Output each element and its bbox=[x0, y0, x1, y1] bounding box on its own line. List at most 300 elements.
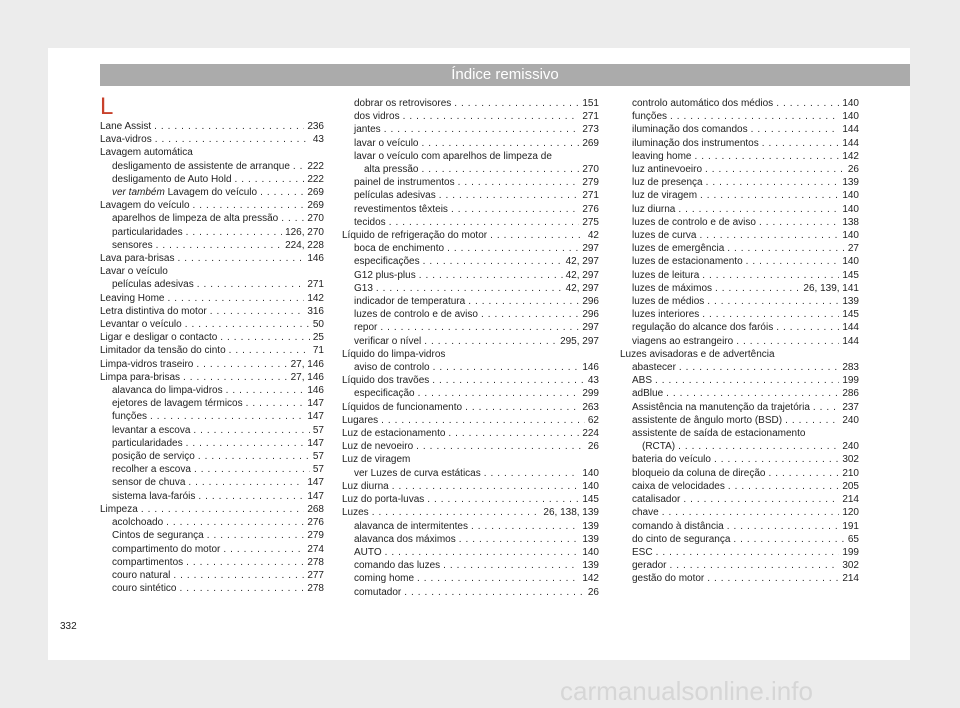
entry-page-ref[interactable]: 42 bbox=[587, 230, 599, 242]
entry-label: luzes de curva bbox=[632, 230, 697, 242]
entry-page-ref[interactable]: 145 bbox=[582, 494, 599, 506]
entry-page-ref[interactable]: 286 bbox=[842, 388, 859, 400]
index-entry bbox=[342, 401, 599, 414]
entry-label: posição de serviço bbox=[112, 451, 195, 463]
entry-label: particularidades bbox=[112, 226, 183, 238]
entry-page-ref[interactable]: 26 bbox=[587, 441, 599, 453]
entry-page-ref[interactable]: 269 bbox=[307, 200, 324, 212]
entry-page-ref[interactable]: 278 bbox=[307, 583, 324, 595]
leader-dots bbox=[150, 410, 304, 423]
entry-label: revestimentos têxteis bbox=[354, 203, 448, 215]
index-entry bbox=[342, 216, 599, 229]
entry-label: alavanca do limpa-vidros bbox=[112, 385, 223, 397]
index-heading: Luz de viragem bbox=[342, 454, 411, 466]
leader-dots bbox=[751, 123, 840, 136]
entry-page-ref[interactable]: 26, 139, 141 bbox=[803, 282, 859, 294]
entry-page-ref[interactable]: 224 bbox=[582, 428, 599, 440]
entry-label: especificação bbox=[354, 388, 415, 400]
leader-dots bbox=[384, 123, 580, 136]
index-entry bbox=[342, 295, 599, 308]
leader-dots bbox=[223, 543, 304, 556]
entry-page-ref[interactable]: 263 bbox=[582, 401, 599, 413]
entry-label: comando das luzes bbox=[354, 560, 441, 572]
entry-page-ref[interactable]: 283 bbox=[842, 362, 859, 374]
entry-page-ref[interactable]: 199 bbox=[842, 546, 859, 558]
entry-label: ABS bbox=[632, 375, 653, 387]
entry-label: lavar o veículo bbox=[354, 137, 419, 149]
entry-label: Levantar o veículo bbox=[100, 319, 182, 331]
entry-label: aviso de controlo bbox=[354, 362, 430, 374]
entry-label: G12 plus-plus bbox=[354, 269, 416, 281]
leader-dots bbox=[194, 463, 310, 476]
leader-dots bbox=[389, 216, 580, 229]
leader-dots bbox=[207, 529, 305, 542]
leader-dots bbox=[733, 533, 844, 546]
index-entry bbox=[620, 506, 859, 519]
leader-dots bbox=[432, 374, 585, 387]
entry-label: coming home bbox=[354, 573, 415, 585]
index-entry bbox=[620, 480, 859, 493]
leader-dots bbox=[260, 186, 304, 199]
entry-page-ref[interactable]: 57 bbox=[312, 451, 324, 463]
entry-page-ref[interactable]: 297 bbox=[582, 322, 599, 334]
leader-dots bbox=[167, 292, 304, 305]
entry-label: repor bbox=[354, 322, 378, 334]
entry-page-ref[interactable]: 146 bbox=[582, 362, 599, 374]
index-entry bbox=[620, 533, 859, 546]
page-header: Índice remissivo bbox=[100, 64, 910, 86]
entry-label: AUTO bbox=[354, 546, 382, 558]
entry-page-ref[interactable]: 271 bbox=[582, 190, 599, 202]
entry-page-ref[interactable]: 277 bbox=[307, 569, 324, 581]
index-entry bbox=[620, 189, 859, 202]
entry-page-ref[interactable]: 142 bbox=[842, 150, 859, 162]
entry-label: gestão do motor bbox=[632, 573, 705, 585]
leader-dots bbox=[419, 269, 563, 282]
index-entry bbox=[100, 278, 324, 291]
index-entry bbox=[342, 440, 599, 453]
entry-label: luz antinevoeiro bbox=[632, 164, 703, 176]
entry-page-ref[interactable]: 50 bbox=[312, 319, 324, 331]
index-entry bbox=[100, 292, 324, 305]
entry-page-ref[interactable]: 191 bbox=[842, 520, 859, 532]
entry-page-ref[interactable]: 296 bbox=[582, 309, 599, 321]
entry-page-ref[interactable]: 139 bbox=[582, 560, 599, 572]
index-entry bbox=[100, 133, 324, 146]
entry-label: couro natural bbox=[112, 569, 171, 581]
entry-page-ref[interactable]: 25 bbox=[312, 332, 324, 344]
leader-dots bbox=[484, 467, 580, 480]
leader-dots bbox=[707, 295, 839, 308]
entry-page-ref[interactable]: 139 bbox=[842, 177, 859, 189]
entry-page-ref[interactable]: 140 bbox=[842, 256, 859, 268]
entry-label: ejetores de lavagem térmicos bbox=[112, 398, 243, 410]
entry-page-ref[interactable]: 296 bbox=[582, 296, 599, 308]
entry-page-ref[interactable]: 140 bbox=[582, 467, 599, 479]
index-heading: Luzes avisadoras e de advertência bbox=[620, 348, 775, 360]
entry-page-ref[interactable]: 26, 138, 139 bbox=[543, 507, 599, 519]
leader-dots bbox=[246, 397, 305, 410]
index-entry bbox=[342, 493, 599, 506]
index-entry bbox=[100, 410, 324, 423]
entry-page-ref[interactable]: 276 bbox=[307, 517, 324, 529]
entry-label: luz diurna bbox=[632, 203, 676, 215]
entry-page-ref[interactable]: 142 bbox=[582, 573, 599, 585]
index-entry bbox=[100, 160, 324, 173]
leader-dots bbox=[293, 160, 304, 173]
entry-page-ref[interactable]: 147 bbox=[307, 411, 324, 423]
entry-label: Luz de nevoeiro bbox=[342, 441, 414, 453]
index-entry bbox=[620, 176, 859, 189]
index-entry bbox=[620, 295, 859, 308]
leader-dots bbox=[193, 199, 305, 212]
leader-dots bbox=[451, 203, 579, 216]
index-entry bbox=[100, 450, 324, 463]
entry-page-ref[interactable]: 140 bbox=[842, 111, 859, 123]
entry-page-ref[interactable]: 140 bbox=[842, 203, 859, 215]
index-entry bbox=[342, 203, 599, 216]
entry-label: luz de viragem bbox=[632, 190, 698, 202]
index-entry bbox=[100, 424, 324, 437]
index-entry bbox=[342, 467, 599, 480]
entry-label: recolher a escova bbox=[112, 464, 191, 476]
leader-dots bbox=[670, 110, 839, 123]
entry-page-ref[interactable]: 146 bbox=[307, 253, 324, 265]
entry-label: abastecer bbox=[632, 362, 676, 374]
entry-label: dos vidros bbox=[354, 111, 400, 123]
entry-label: comutador bbox=[354, 586, 402, 598]
entry-page-ref[interactable]: 57 bbox=[312, 464, 324, 476]
index-entry bbox=[620, 493, 859, 506]
entry-page-ref[interactable]: 147 bbox=[307, 490, 324, 502]
entry-page-ref[interactable]: 146 bbox=[307, 385, 324, 397]
index-entry bbox=[100, 397, 324, 410]
index-entry bbox=[100, 186, 324, 199]
index-entry bbox=[100, 120, 324, 133]
entry-label: sensores bbox=[112, 239, 153, 251]
entry-page-ref[interactable]: 151 bbox=[582, 98, 599, 109]
leader-dots bbox=[678, 440, 839, 453]
index-entry bbox=[100, 173, 324, 186]
entry-page-ref[interactable]: 145 bbox=[842, 309, 859, 321]
entry-page-ref[interactable]: 147 bbox=[307, 437, 324, 449]
leader-dots bbox=[220, 331, 310, 344]
leader-dots bbox=[490, 229, 585, 242]
entry-page-ref[interactable]: 140 bbox=[842, 98, 859, 109]
leader-dots bbox=[154, 120, 304, 133]
leader-dots bbox=[380, 321, 579, 334]
index-column-3 bbox=[620, 97, 859, 586]
leader-dots bbox=[694, 150, 839, 163]
index-entry bbox=[342, 480, 599, 493]
entry-page-ref[interactable]: 268 bbox=[307, 503, 324, 515]
entry-label: caixa de velocidades bbox=[632, 480, 725, 492]
entry-page-ref[interactable]: 147 bbox=[307, 398, 324, 410]
leader-dots bbox=[736, 335, 839, 348]
index-entry bbox=[620, 335, 859, 348]
entry-label: jantes bbox=[354, 124, 381, 136]
entry-label: controlo automático dos médios bbox=[632, 98, 774, 109]
index-entry bbox=[342, 97, 599, 110]
leader-dots bbox=[177, 252, 304, 265]
index-entry bbox=[620, 361, 859, 374]
entry-page-ref[interactable]: 240 bbox=[842, 414, 859, 426]
entry-page-ref[interactable]: 270 bbox=[582, 164, 599, 176]
entry-label: películas adesivas bbox=[112, 279, 194, 291]
leader-dots bbox=[423, 255, 563, 268]
index-column-1 bbox=[100, 93, 324, 595]
entry-page-ref[interactable]: 275 bbox=[582, 216, 599, 228]
leader-dots bbox=[678, 203, 839, 216]
index-entry bbox=[620, 401, 859, 414]
leader-dots bbox=[702, 269, 839, 282]
entry-page-ref[interactable]: 144 bbox=[842, 335, 859, 347]
leader-dots bbox=[448, 427, 579, 440]
entry-page-ref[interactable]: 26 bbox=[587, 586, 599, 598]
entry-page-ref[interactable]: 145 bbox=[842, 269, 859, 281]
leader-dots bbox=[186, 437, 305, 450]
leader-dots bbox=[471, 520, 579, 533]
leader-dots bbox=[372, 506, 541, 519]
entry-label: sensor de chuva bbox=[112, 477, 186, 489]
index-entry bbox=[342, 533, 599, 546]
entry-page-ref[interactable]: 214 bbox=[842, 494, 859, 506]
leader-dots bbox=[447, 242, 579, 255]
entry-page-ref[interactable]: 222 bbox=[307, 160, 324, 172]
index-entry bbox=[342, 427, 599, 440]
entry-page-ref[interactable]: 205 bbox=[842, 480, 859, 492]
index-entry bbox=[342, 282, 599, 295]
index-entry bbox=[342, 110, 599, 123]
index-entry bbox=[100, 476, 324, 489]
index-entry bbox=[342, 255, 599, 268]
entry-label: levantar a escova bbox=[112, 424, 191, 436]
index-entry bbox=[620, 242, 859, 255]
entry-label: Limpa-vidros traseiro bbox=[100, 358, 194, 370]
entry-page-ref[interactable]: 210 bbox=[842, 467, 859, 479]
index-heading: Lavagem automática bbox=[100, 147, 193, 159]
leader-dots bbox=[662, 506, 840, 519]
index-entry bbox=[342, 269, 599, 282]
entry-label: luzes de controlo e de aviso bbox=[354, 309, 478, 321]
entry-page-ref[interactable]: 126, 270 bbox=[285, 226, 324, 238]
entry-page-ref[interactable]: 270 bbox=[307, 213, 324, 225]
entry-page-ref[interactable]: 274 bbox=[307, 543, 324, 555]
entry-page-ref[interactable]: 71 bbox=[312, 345, 324, 357]
entry-label: Luz do porta-luvas bbox=[342, 494, 425, 506]
index-entry bbox=[100, 503, 324, 516]
index-entry bbox=[620, 559, 859, 572]
entry-page-ref[interactable]: 43 bbox=[587, 375, 599, 387]
leader-dots bbox=[679, 361, 839, 374]
entry-page-ref[interactable]: 140 bbox=[582, 480, 599, 492]
leader-dots bbox=[458, 176, 580, 189]
entry-page-ref[interactable]: 62 bbox=[587, 414, 599, 426]
entry-page-ref[interactable]: 144 bbox=[842, 137, 859, 149]
entry-page-ref[interactable]: 139 bbox=[842, 296, 859, 308]
entry-label: iluminação dos comandos bbox=[632, 124, 748, 136]
index-entry bbox=[100, 490, 324, 503]
entry-page-ref[interactable]: 57 bbox=[312, 424, 324, 436]
leader-dots bbox=[656, 546, 840, 559]
entry-page-ref[interactable]: 27, 146 bbox=[290, 371, 324, 383]
leader-dots bbox=[439, 189, 580, 202]
entry-page-ref[interactable]: 222 bbox=[307, 173, 324, 185]
index-entry bbox=[342, 321, 599, 334]
entry-label: comando à distância bbox=[632, 520, 724, 532]
entry-page-ref[interactable]: 42, 297 bbox=[565, 256, 599, 268]
entry-label: do cinto de segurança bbox=[632, 533, 731, 545]
leader-dots bbox=[198, 490, 304, 503]
entry-label: adBlue bbox=[632, 388, 664, 400]
entry-label: chave bbox=[632, 507, 659, 519]
entry-label: bloqueio da coluna de direção bbox=[632, 467, 766, 479]
entry-page-ref[interactable]: 139 bbox=[582, 533, 599, 545]
entry-label: compartimentos bbox=[112, 556, 184, 568]
entry-page-ref[interactable]: 271 bbox=[307, 279, 324, 291]
entry-page-ref[interactable]: 42, 297 bbox=[565, 282, 599, 294]
leader-dots bbox=[226, 384, 305, 397]
entry-page-ref[interactable]: 140 bbox=[582, 546, 599, 558]
leader-dots bbox=[427, 493, 579, 506]
entry-label: ESC bbox=[632, 546, 653, 558]
entry-label: Lane Assist bbox=[100, 121, 152, 132]
index-entry bbox=[620, 374, 859, 387]
index-entry bbox=[100, 252, 324, 265]
leader-dots bbox=[281, 212, 304, 225]
entry-page-ref[interactable]: 299 bbox=[582, 388, 599, 400]
leader-dots bbox=[443, 559, 579, 572]
index-entry bbox=[100, 344, 324, 357]
index-entry bbox=[100, 582, 324, 595]
entry-page-ref[interactable]: 120 bbox=[842, 507, 859, 519]
entry-page-ref[interactable]: 142 bbox=[307, 292, 324, 304]
entry-page-ref[interactable]: 144 bbox=[842, 124, 859, 136]
index-entry bbox=[100, 463, 324, 476]
entry-page-ref[interactable]: 276 bbox=[582, 203, 599, 215]
entry-page-ref[interactable]: 297 bbox=[582, 243, 599, 255]
index-entry bbox=[100, 543, 324, 556]
entry-page-ref[interactable]: 271 bbox=[582, 111, 599, 123]
leader-dots bbox=[416, 440, 585, 453]
entry-label: tecidos bbox=[354, 216, 386, 228]
entry-label: Limitador da tensão do cinto bbox=[100, 345, 226, 357]
leader-dots bbox=[424, 335, 557, 348]
leader-dots bbox=[768, 467, 839, 480]
index-entry bbox=[620, 97, 859, 110]
index-entry bbox=[100, 371, 324, 384]
entry-page-ref[interactable]: 147 bbox=[307, 477, 324, 489]
entry-page-ref[interactable]: 279 bbox=[582, 177, 599, 189]
index-entry bbox=[342, 229, 599, 242]
index-heading: Líquido do limpa-vidros bbox=[342, 348, 446, 360]
entry-page-ref[interactable]: 224, 228 bbox=[285, 239, 324, 251]
entry-label: Líquidos de funcionamento bbox=[342, 401, 463, 413]
entry-page-ref[interactable]: 139 bbox=[582, 520, 599, 532]
entry-page-ref[interactable]: 140 bbox=[842, 190, 859, 202]
entry-page-ref[interactable]: 65 bbox=[847, 533, 859, 545]
leader-dots bbox=[727, 242, 845, 255]
entry-page-ref[interactable]: 199 bbox=[842, 375, 859, 387]
entry-page-ref[interactable]: 302 bbox=[842, 560, 859, 572]
entry-label: Limpa para-brisas bbox=[100, 371, 181, 383]
leader-dots bbox=[669, 559, 839, 572]
index-entry bbox=[342, 520, 599, 533]
index-entry bbox=[620, 546, 859, 559]
index-entry bbox=[620, 414, 859, 427]
entry-page-ref[interactable]: 43 bbox=[312, 134, 324, 146]
leader-dots bbox=[186, 556, 304, 569]
entry-page-ref[interactable]: 140 bbox=[842, 230, 859, 242]
entry-label: (RCTA) bbox=[642, 441, 676, 453]
leader-dots bbox=[381, 414, 585, 427]
index-entry bbox=[342, 163, 599, 176]
entry-page-ref[interactable]: 237 bbox=[842, 401, 859, 413]
leader-dots bbox=[421, 163, 579, 176]
entry-page-ref[interactable]: 26 bbox=[847, 164, 859, 176]
index-entry bbox=[100, 569, 324, 582]
entry-page-ref[interactable]: 236 bbox=[307, 121, 324, 132]
entry-label: alavanca de intermitentes bbox=[354, 520, 468, 532]
index-entry bbox=[100, 199, 324, 212]
entry-page-ref[interactable]: 316 bbox=[307, 305, 324, 317]
entry-page-ref[interactable]: 138 bbox=[842, 216, 859, 228]
entry-label: alavanca dos máximos bbox=[354, 533, 456, 545]
entry-page-ref[interactable]: 27 bbox=[847, 243, 859, 255]
leader-dots bbox=[193, 424, 309, 437]
entry-page-ref[interactable]: 302 bbox=[842, 454, 859, 466]
entry-page-ref[interactable]: 269 bbox=[307, 187, 324, 199]
leader-dots bbox=[229, 344, 310, 357]
entry-label: Leaving Home bbox=[100, 292, 165, 304]
entry-label: Cintos de segurança bbox=[112, 530, 204, 542]
index-entry bbox=[342, 242, 599, 255]
entry-page-ref[interactable]: 269 bbox=[582, 137, 599, 149]
index-entry bbox=[620, 520, 859, 533]
leader-dots bbox=[728, 480, 839, 493]
index-entry bbox=[620, 467, 859, 480]
index-entry bbox=[620, 123, 859, 136]
entry-page-ref[interactable]: 273 bbox=[582, 124, 599, 136]
leader-dots bbox=[702, 308, 839, 321]
entry-label: couro sintético bbox=[112, 583, 177, 595]
page-number: 332 bbox=[60, 621, 77, 632]
entry-page-ref[interactable]: 42, 297 bbox=[565, 269, 599, 281]
entry-page-ref[interactable]: 214 bbox=[842, 573, 859, 585]
index-entry bbox=[620, 229, 859, 242]
index-entry bbox=[100, 529, 324, 542]
leader-dots bbox=[188, 476, 304, 489]
entry-label: iluminação dos instrumentos bbox=[632, 137, 759, 149]
entry-page-ref[interactable]: 27, 146 bbox=[290, 358, 324, 370]
entry-label: Ligar e desligar o contacto bbox=[100, 332, 218, 344]
leader-dots bbox=[166, 516, 304, 529]
entry-label: desligamento de assistente de arranque bbox=[112, 160, 290, 172]
entry-page-ref[interactable]: 144 bbox=[842, 322, 859, 334]
index-heading: lavar o veículo com aparelhos de limpeza de bbox=[354, 150, 552, 162]
leader-dots bbox=[776, 97, 839, 110]
entry-label: luzes de médios bbox=[632, 296, 705, 308]
entry-page-ref[interactable]: 279 bbox=[307, 530, 324, 542]
entry-page-ref[interactable]: 295, 297 bbox=[560, 335, 599, 347]
entry-page-ref[interactable]: 278 bbox=[307, 556, 324, 568]
entry-page-ref[interactable]: 240 bbox=[842, 441, 859, 453]
leader-dots bbox=[468, 295, 579, 308]
leader-dots bbox=[707, 572, 839, 585]
leader-dots bbox=[156, 239, 282, 252]
leader-dots bbox=[481, 308, 579, 321]
leader-dots bbox=[418, 387, 580, 400]
